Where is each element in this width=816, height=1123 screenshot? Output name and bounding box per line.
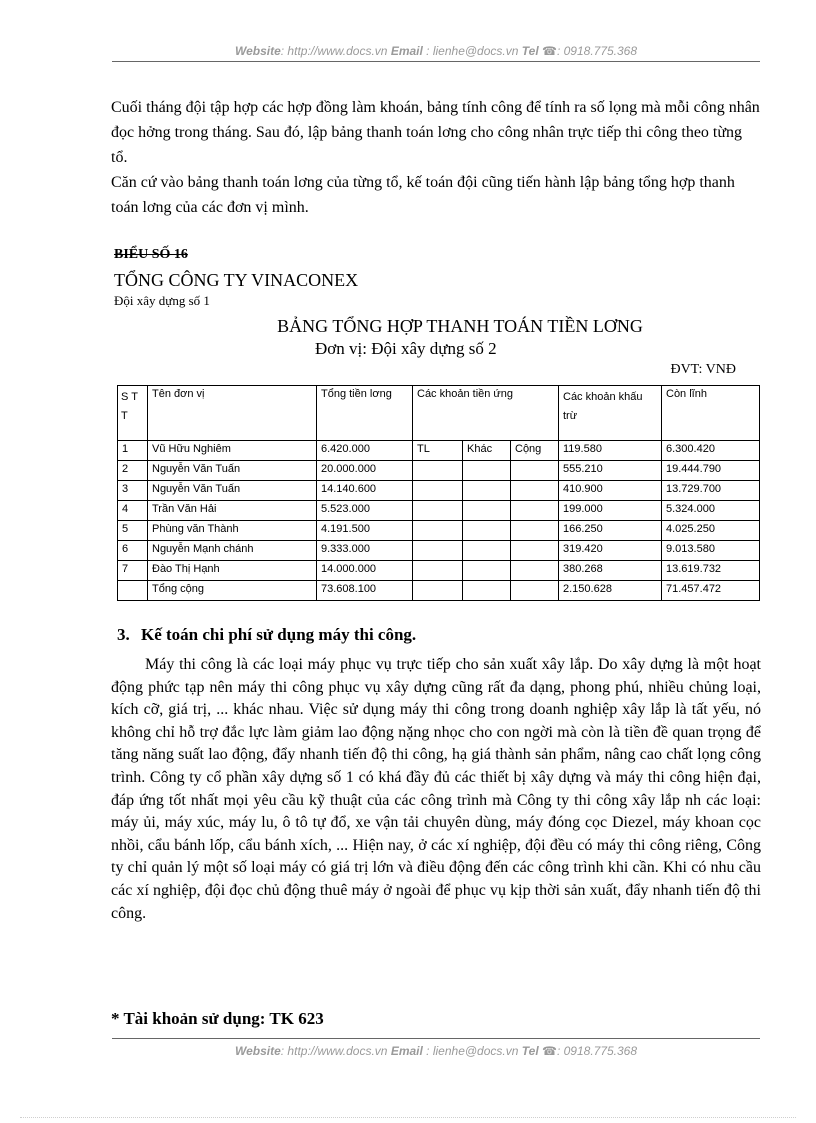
- footer-website-label: Website: [234, 1044, 281, 1058]
- cell-name: Đào Thị Hạnh: [148, 561, 317, 581]
- cell-remain: 13.619.732: [662, 561, 760, 581]
- email-value[interactable]: : lienhe@docs.vn: [422, 44, 519, 58]
- table-row: [118, 461, 760, 481]
- table-row: [118, 581, 760, 601]
- cell-total: 20.000.000: [317, 461, 413, 481]
- section-3-body: Máy thi công là các loại máy phục vụ trực tiếp cho sản xuất xây lắp. Do xây dựng là một hoạt động phức tạp nên máy thi công phục vụ xây dựng cũng rất đa dạng, phong phú, nhiều chủng loại, kích cỡ, giá trị, ... khác nhau. Việc sử dụng máy thi công trong doanh nghiệp xây lắp là tất yếu, nó không chỉ hỗ trợ đắc lực làm giảm lao động nặng nhọc cho con ngời mà còn là tiền đề quan trọng để tăng năng suất lao động, đẩy nhanh tiến độ thi công, hạ giá thành sản phẩm, nâng cao chất lọng công trình. Công ty cổ phần xây dựng số 1 có khá đầy đủ các thiết bị xây dựng và máy thi công hiện đại, đáp ứng tốt nhất mọi yêu cầu kỹ thuật của các công trình mà Công ty thi công xây lắp nh các loại: máy ủi, máy xúc, máy lu, ô tô tự đổ, xe vận tải chuyên dùng, máy đóng cọc Diezel, máy khoan cọc nhồi, cẩu bánh lốp, cẩu bánh xích, ... Hiện nay, ở các xí nghiệp, đội đều có máy thi công riêng, Công ty chỉ quản lý một số loại máy có giá trị lớn và điều động đến các công trình khi cần. Khi có nhu cầu các xí nghiệp, đội đọc chủ động thuê máy ở ngoài để phục vụ kịp thời sản xuất, đẩy nhanh tiến độ thi công.: [111, 656, 761, 922]
- table-header-row: [118, 386, 760, 441]
- cell-stt: 4: [118, 501, 148, 521]
- header-stt: S T T: [118, 386, 148, 441]
- cell-total: 14.140.600: [317, 481, 413, 501]
- email-label: Email: [390, 44, 423, 58]
- cell-tl: [413, 521, 463, 541]
- website-url[interactable]: : http://www.docs.vn: [280, 44, 388, 58]
- cell-khac: [463, 541, 511, 561]
- cell-cong: [511, 521, 559, 541]
- header-advances: Các khoản tiền ứng: [413, 386, 559, 441]
- cell-deduct: 380.268: [559, 561, 662, 581]
- table-row: [118, 561, 760, 581]
- cell-tl: [413, 501, 463, 521]
- cell-total: 9.333.000: [317, 541, 413, 561]
- cell-remain: 6.300.420: [662, 441, 760, 461]
- cell-stt: 5: [118, 521, 148, 541]
- section-number: 3.: [117, 625, 130, 644]
- cell-stt: 3: [118, 481, 148, 501]
- cell-khac: [463, 521, 511, 541]
- footer-tel-label: Tel: [521, 1044, 539, 1058]
- header-name: Tên đơn vị: [148, 386, 317, 441]
- cell-cong: [511, 561, 559, 581]
- footer-email-label: Email: [390, 1044, 423, 1058]
- cell-deduct: 166.250: [559, 521, 662, 541]
- table-row: [118, 521, 760, 541]
- table-row: [118, 441, 760, 461]
- cell-tl: [413, 481, 463, 501]
- subheader-khac: Khác: [463, 441, 511, 461]
- header-remaining: Còn lĩnh: [662, 386, 760, 441]
- cell-stt: [118, 581, 148, 601]
- cell-khac: [463, 461, 511, 481]
- cell-deduct: 2.150.628: [559, 581, 662, 601]
- cell-cong: [511, 541, 559, 561]
- payroll-summary-table: [117, 385, 760, 601]
- cell-remain: 5.324.000: [662, 501, 760, 521]
- cell-remain: 13.729.700: [662, 481, 760, 501]
- header-total: Tổng tiền lơng: [317, 386, 413, 441]
- footer-tel-value: ☎: 0918.775.368: [538, 1044, 638, 1058]
- organization-name: TỔNG CÔNG TY VINACONEX: [114, 270, 359, 290]
- table-row: [118, 501, 760, 521]
- currency-unit: ĐVT: VNĐ: [670, 362, 736, 377]
- cell-remain: 71.457.472: [662, 581, 760, 601]
- cell-cong: [511, 461, 559, 481]
- website-label: Website: [234, 44, 281, 58]
- subheader-tl: TL: [413, 441, 463, 461]
- cell-total: 4.191.500: [317, 521, 413, 541]
- cell-stt: 6: [118, 541, 148, 561]
- department-name: Đội xây dựng số 1: [114, 293, 210, 308]
- cell-khac: [463, 581, 511, 601]
- table-row: [118, 541, 760, 561]
- cell-cong: [511, 581, 559, 601]
- cell-total: 5.523.000: [317, 501, 413, 521]
- form-code: BIỂU SỐ 16: [114, 247, 188, 262]
- cell-total: 14.000.000: [317, 561, 413, 581]
- cell-deduct: 319.420: [559, 541, 662, 561]
- cell-khac: [463, 561, 511, 581]
- page-footer: [112, 1038, 760, 1058]
- cell-total: 6.420.000: [317, 441, 413, 461]
- page-bottom-divider: [20, 1117, 796, 1118]
- cell-tl: [413, 461, 463, 481]
- cell-deduct: 555.210: [559, 461, 662, 481]
- tel-label: Tel: [521, 44, 539, 58]
- cell-name: Tổng cộng: [148, 581, 317, 601]
- cell-khac: [463, 501, 511, 521]
- cell-stt: 1: [118, 441, 148, 461]
- cell-tl: [413, 541, 463, 561]
- cell-deduct: 119.580: [559, 441, 662, 461]
- cell-deduct: 410.900: [559, 481, 662, 501]
- cell-remain: 4.025.250: [662, 521, 760, 541]
- cell-khac: [463, 481, 511, 501]
- intro-paragraph-1: Cuối tháng đội tập hợp các hợp đồng làm khoán, bảng tính công để tính ra số lọng mà mỗi công nhân đọc hởng trong tháng. Sau đó, lập bảng thanh toán lơng cho công nhân trực tiếp thi công theo từng tổ.: [111, 99, 760, 166]
- cell-tl: [413, 581, 463, 601]
- cell-remain: 9.013.580: [662, 541, 760, 561]
- cell-name: Nguyễn Văn Tuấn: [148, 481, 317, 501]
- page-header: [112, 44, 760, 62]
- cell-cong: [511, 481, 559, 501]
- cell-total: 73.608.100: [317, 581, 413, 601]
- unit-line: Đơn vị: Đội xây dựng số 2: [315, 339, 497, 358]
- table-row: [118, 481, 760, 501]
- cell-name: Phùng văn Thành: [148, 521, 317, 541]
- section-3-heading: [117, 625, 416, 645]
- intro-paragraph-2: Căn cứ vào bảng thanh toán lơng của từng tổ, kế toán đội cũng tiến hành lập bảng tổng hợp thanh toán lơng của các đơn vị mình.: [111, 174, 735, 216]
- cell-deduct: 199.000: [559, 501, 662, 521]
- footer-email-value[interactable]: : lienhe@docs.vn: [422, 1044, 519, 1058]
- subheader-cong: Cộng: [511, 441, 559, 461]
- cell-cong: [511, 501, 559, 521]
- section-title: Kế toán chi phí sử dụng máy thi công.: [141, 625, 417, 644]
- cell-name: Nguyễn Văn Tuấn: [148, 461, 317, 481]
- cell-stt: 7: [118, 561, 148, 581]
- cell-stt: 2: [118, 461, 148, 481]
- header-deductions: Các khoản khấu trừ: [559, 386, 662, 441]
- cell-name: Nguyễn Mạnh chánh: [148, 541, 317, 561]
- cell-name: Trần Văn Hải: [148, 501, 317, 521]
- tel-value: ☎: 0918.775.368: [538, 44, 638, 58]
- cell-name: Vũ Hữu Nghiêm: [148, 441, 317, 461]
- table-title: BẢNG TỔNG HỢP THANH TOÁN TIỀN LƠNG: [277, 316, 643, 336]
- account-line: * Tài khoản sử dụng: TK 623: [111, 1009, 324, 1028]
- cell-remain: 19.444.790: [662, 461, 760, 481]
- cell-tl: [413, 561, 463, 581]
- footer-website-url[interactable]: : http://www.docs.vn: [280, 1044, 388, 1058]
